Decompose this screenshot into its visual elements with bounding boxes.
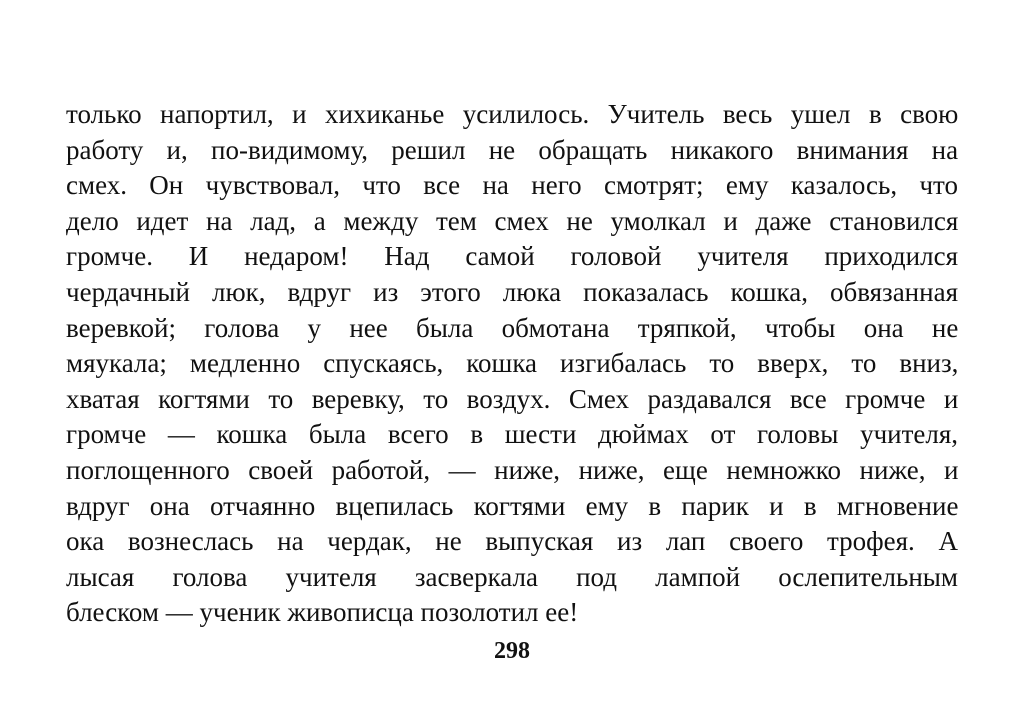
text-line: ока вознеслась на чердак, не выпуская из лап своего трофея. А (66, 526, 958, 557)
text-line: громче — кошка была всего в шести дюймах от головы учителя, (66, 419, 959, 450)
text-line: вдруг она отчаянно вцепилась когтями ему в парик и в мгновение (66, 490, 959, 521)
text-line: работу и, по-видимому, решил не обращать никакого внимания на (66, 134, 959, 165)
page-number: 298 (494, 638, 530, 664)
text-line: чердачный люк, вдруг из этого люка показалась кошка, обвязанная (66, 276, 958, 307)
text-line: лысая голова учителя засверкала под лампой ослепительным (66, 561, 958, 592)
text-line: хватая когтями то веревку, то воздух. Смех раздавался все громче и (66, 383, 959, 414)
text-line: громче. И недаром! Над самой головой учителя приходился (66, 241, 958, 272)
text-line: веревкой; голова у нее была обмотана тряпкой, чтобы она не (66, 312, 959, 343)
text-line: дело идет на лад, а между тем смех не умолкал и даже становился (66, 205, 959, 236)
body-paragraph (66, 97, 958, 631)
text-line: смех. Он чувствовал, что все на него смотрят; ему казалось, что (66, 170, 958, 201)
text-line: поглощенного своей работой, — ниже, ниже, еще немножко ниже, и (66, 454, 959, 485)
text-line: мяукала; медленно спускаясь, кошка изгибалась то вверх, то вниз, (66, 348, 959, 379)
text-line-last: блеском — ученик живописца позолотил ее! (66, 597, 579, 628)
text-line: только напортил, и хихиканье усилилось. Учитель весь ушел в свою (66, 99, 959, 129)
